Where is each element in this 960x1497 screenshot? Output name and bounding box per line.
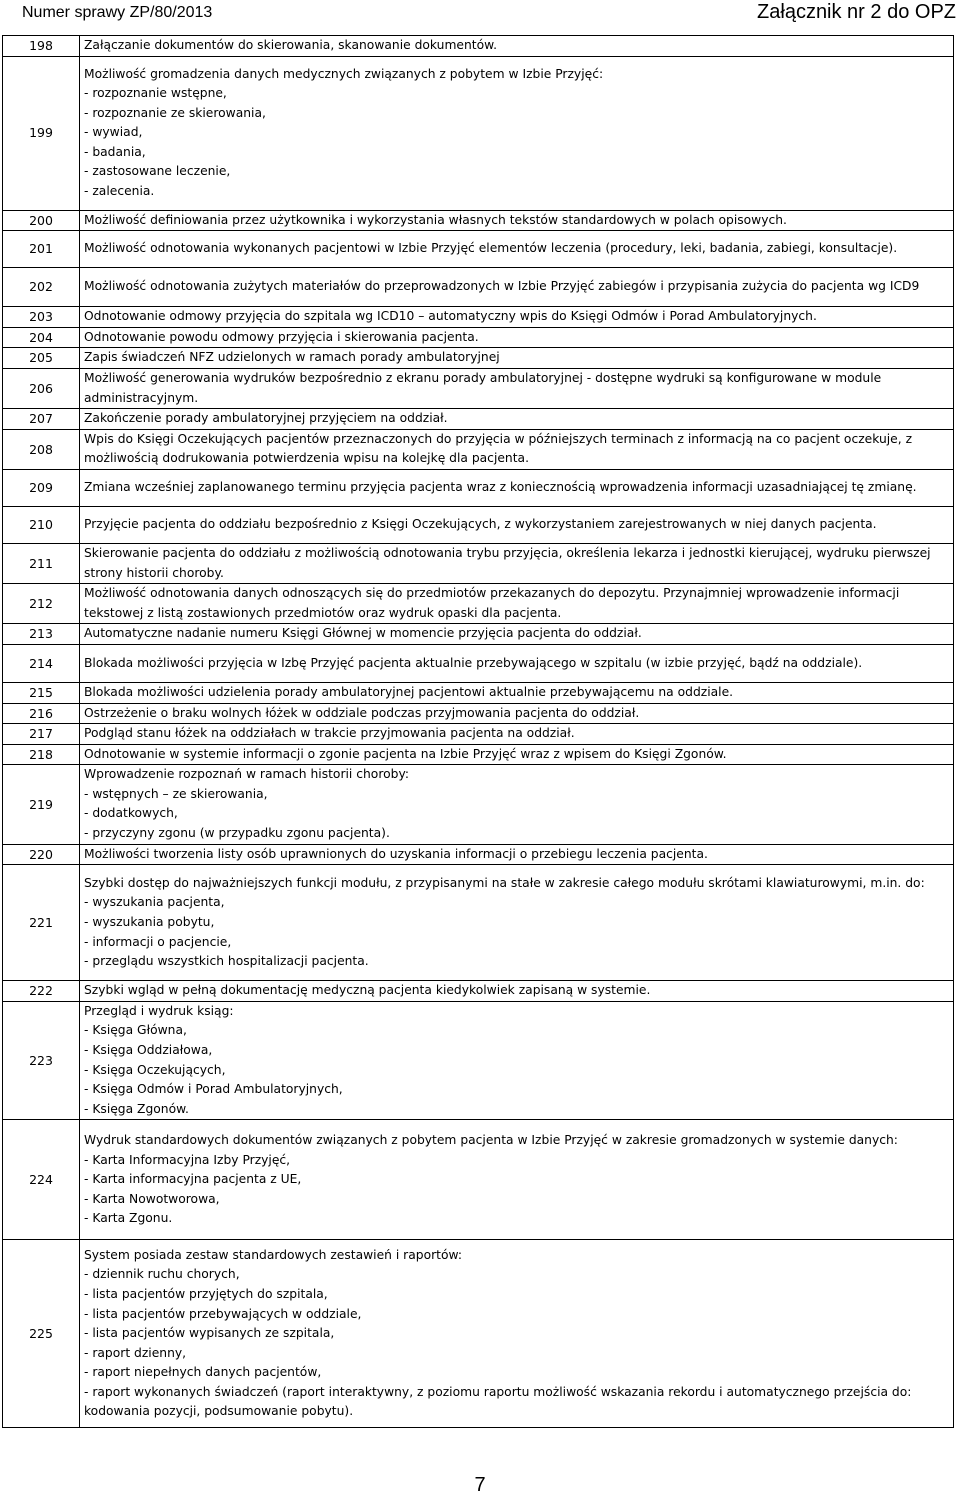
row-number: 225 <box>3 1240 80 1428</box>
table-row <box>3 368 954 408</box>
row-description: Blokada możliwości przyjęcia w Izbę Przyjęć pacjenta aktualnie przebywającego w szpitalu (w izbie przyjęć, bądź na oddziale). <box>80 644 954 682</box>
row-number: 221 <box>3 865 80 981</box>
row-number: 213 <box>3 624 80 645</box>
table-row <box>3 682 954 703</box>
row-description: System posiada zestaw standardowych zestawień i raportów: - dziennik ruchu chorych, - lista pacjentów przyjętych do szpitala, - lista pacjentów przebywających w oddziale, - lista pacjentów wypisanych ze szpitala, - raport dzienny, - raport niepełnych danych pacjentów, - raport wykonanych świadczeń (raport interaktywny, z poziomu raportu możliwość wskazania rekordu i automatycznego przejścia do: kodowania pozycji, podsumowanie pobytu). <box>80 1240 954 1428</box>
row-description: Odnotowanie w systemie informacji o zgonie pacjenta na Izbie Przyjęć wraz z wpisem do Księgi Zgonów. <box>80 744 954 765</box>
row-description: Skierowanie pacjenta do oddziału z możliwością odnotowania trybu przyjęcia, określenia lekarza i jednostki kierującej, wydruku pierwszej strony historii choroby. <box>80 543 954 583</box>
row-description: Załączanie dokumentów do skierowania, skanowanie dokumentów. <box>80 36 954 57</box>
row-description: Możliwość odnotowania danych odnoszących się do przedmiotów przekazanych do depozytu. Przynajmniej wprowadzenie informacji tekstowej z listą zostawionych przedmiotów oraz wydruk opaski dla pacjenta. <box>80 584 954 624</box>
table-row <box>3 584 954 624</box>
row-description: Odnotowanie powodu odmowy przyjęcia i skierowania pacjenta. <box>80 327 954 348</box>
table-row <box>3 844 954 865</box>
row-description: Wydruk standardowych dokumentów związanych z pobytem pacjenta w Izbie Przyjęć w zakresie gromadzonych w systemie danych: - Karta Informacyjna Izby Przyjęć, - Karta informacyjna pacjenta z UE, - Karta Nowotworowa, - Karta Zgonu. <box>80 1120 954 1240</box>
table-row <box>3 543 954 583</box>
table-row <box>3 765 954 844</box>
row-number: 220 <box>3 844 80 865</box>
row-number: 210 <box>3 506 80 543</box>
requirements-table-body <box>3 36 954 1428</box>
table-row <box>3 1120 954 1240</box>
row-description: Przegląd i wydruk ksiąg: - Księga Główna, - Księga Oddziałowa, - Księga Oczekujących, - Księga Odmów i Porad Ambulatoryjnych, - Księga Zgonów. <box>80 1001 954 1120</box>
table-row <box>3 724 954 745</box>
row-number: 201 <box>3 231 80 268</box>
row-number: 212 <box>3 584 80 624</box>
table-row <box>3 409 954 430</box>
row-description: Blokada możliwości udzielenia porady ambulatoryjnej pacjentowi aktualnie przebywającemu na oddziale. <box>80 682 954 703</box>
row-description: Zakończenie porady ambulatoryjnej przyjęciem na oddział. <box>80 409 954 430</box>
row-number: 218 <box>3 744 80 765</box>
row-description: Zapis świadczeń NFZ udzielonych w ramach porady ambulatoryjnej <box>80 348 954 369</box>
table-row <box>3 307 954 328</box>
row-description: Szybki wgląd w pełną dokumentację medyczną pacjenta kiedykolwiek zapisaną w systemie. <box>80 981 954 1002</box>
table-row <box>3 36 954 57</box>
row-number: 208 <box>3 429 80 469</box>
row-description: Możliwość generowania wydruków bezpośrednio z ekranu porady ambulatoryjnej - dostępne wydruki są konfigurowane w module administracyjnym. <box>80 368 954 408</box>
row-description: Możliwość gromadzenia danych medycznych związanych z pobytem w Izbie Przyjęć: - rozpoznanie wstępne, - rozpoznanie ze skierowania, - wywiad, - badania, - zastosowane leczenie, - zalecenia. <box>80 56 954 210</box>
table-row <box>3 56 954 210</box>
row-description: Przyjęcie pacjenta do oddziału bezpośrednio z Księgi Oczekujących, z wykorzystaniem zarejestrowanych w niej danych pacjenta. <box>80 506 954 543</box>
table-row <box>3 624 954 645</box>
table-row <box>3 703 954 724</box>
row-description: Możliwość definiowania przez użytkownika i wykorzystania własnych tekstów standardowych w polach opisowych. <box>80 210 954 231</box>
row-number: 224 <box>3 1120 80 1240</box>
row-description: Podgląd stanu łóżek na oddziałach w trakcie przyjmowania pacjenta na oddział. <box>80 724 954 745</box>
row-description: Możliwości tworzenia listy osób uprawnionych do uzyskania informacji o przebiegu leczenia pacjenta. <box>80 844 954 865</box>
row-number: 199 <box>3 56 80 210</box>
table-row <box>3 981 954 1002</box>
page-number: 7 <box>474 1474 486 1496</box>
row-description: Automatyczne nadanie numeru Księgi Głównej w momencie przyjęcia pacjenta do oddział. <box>80 624 954 645</box>
requirements-table <box>2 35 954 1428</box>
row-number: 219 <box>3 765 80 844</box>
table-row <box>3 327 954 348</box>
table-row <box>3 744 954 765</box>
row-number: 207 <box>3 409 80 430</box>
row-number: 215 <box>3 682 80 703</box>
row-description: Ostrzeżenie o braku wolnych łóżek w oddziale podczas przyjmowania pacjenta do oddział. <box>80 703 954 724</box>
row-number: 206 <box>3 368 80 408</box>
row-description: Możliwość odnotowania wykonanych pacjentowi w Izbie Przyjęć elementów leczenia (procedury, leki, badania, zabiegi, konsultacje). <box>80 231 954 268</box>
row-number: 216 <box>3 703 80 724</box>
table-row <box>3 231 954 268</box>
page-header <box>0 0 960 30</box>
row-number: 211 <box>3 543 80 583</box>
row-description: Wpis do Księgi Oczekujących pacjentów przeznaczonych do przyjęcia w późniejszych terminach z informacją na co pacjent oczekuje, z możliwością dodrukowania potwierdzenia wpisu na kolejkę dla pacjenta. <box>80 429 954 469</box>
row-number: 205 <box>3 348 80 369</box>
row-number: 200 <box>3 210 80 231</box>
case-number: Numer sprawy ZP/80/2013 <box>22 4 213 21</box>
attachment-label: Załącznik nr 2 do OPZ <box>757 1 956 23</box>
row-description: Zmiana wcześniej zaplanowanego terminu przyjęcia pacjenta wraz z koniecznością wprowadzenia informacji uzasadniającej tę zmianę. <box>80 469 954 506</box>
row-number: 202 <box>3 268 80 307</box>
table-row <box>3 644 954 682</box>
row-number: 198 <box>3 36 80 57</box>
row-description: Możliwość odnotowania zużytych materiałów do przeprowadzonych w Izbie Przyjęć zabiegów i przypisania zużycia do pacjenta wg ICD9 <box>80 268 954 307</box>
row-description: Wprowadzenie rozpoznań w ramach historii choroby: - wstępnych – ze skierowania, - dodatkowych, - przyczyny zgonu (w przypadku zgonu pacjenta). <box>80 765 954 844</box>
row-number: 222 <box>3 981 80 1002</box>
row-number: 217 <box>3 724 80 745</box>
row-number: 204 <box>3 327 80 348</box>
row-description: Szybki dostęp do najważniejszych funkcji modułu, z przypisanymi na stałe w zakresie całego modułu skrótami klawiaturowymi, m.in. do: - wyszukania pacjenta, - wyszukania pobytu, - informacji o pacjencie, - przeglądu wszystkich hospitalizacji pacjenta. <box>80 865 954 981</box>
table-row <box>3 1240 954 1428</box>
row-number: 209 <box>3 469 80 506</box>
row-number: 214 <box>3 644 80 682</box>
table-row <box>3 429 954 469</box>
table-row <box>3 268 954 307</box>
table-row <box>3 348 954 369</box>
table-row <box>3 469 954 506</box>
row-description: Odnotowanie odmowy przyjęcia do szpitala wg ICD10 – automatyczny wpis do Księgi Odmów i Porad Ambulatoryjnych. <box>80 307 954 328</box>
table-row <box>3 506 954 543</box>
row-number: 223 <box>3 1001 80 1120</box>
table-row <box>3 210 954 231</box>
table-row <box>3 865 954 981</box>
table-row <box>3 1001 954 1120</box>
row-number: 203 <box>3 307 80 328</box>
